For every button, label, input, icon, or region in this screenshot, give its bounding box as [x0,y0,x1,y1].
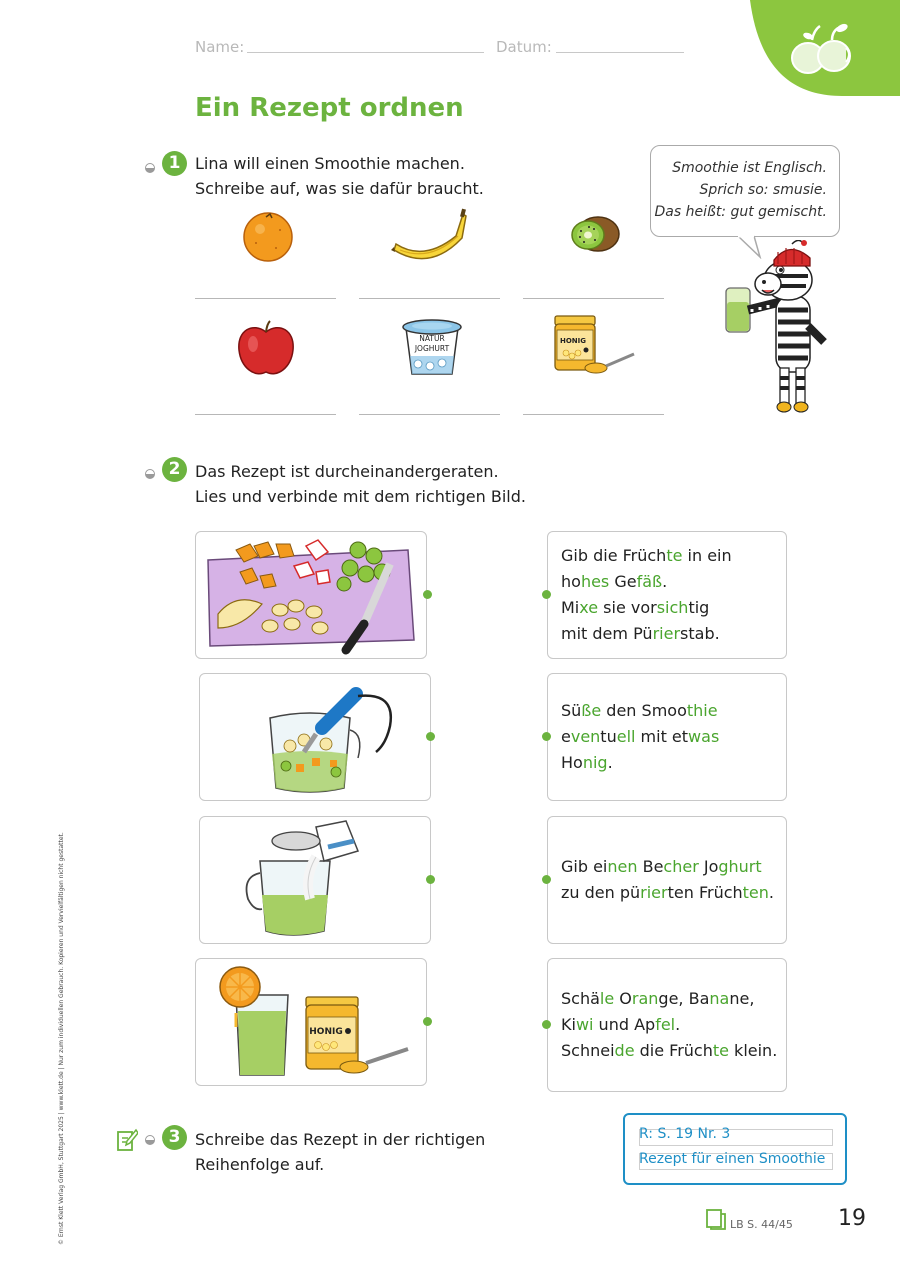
connector-dot[interactable] [423,590,432,599]
recipe-step-box [547,816,787,944]
picture-box-yogurt-pouring [199,816,431,944]
answer-line-orange[interactable] [195,298,336,299]
recipe-step-text [561,543,732,647]
speech-line-3: Das heißt: gut gemischt. [654,204,827,220]
highlighted-syllable: ell [616,727,636,746]
highlighted-syllable: ran [631,989,659,1008]
connector-dot[interactable] [426,732,435,741]
speech-line-2: Sprich so: smusie. [699,182,827,198]
connector-dot[interactable] [542,732,551,741]
glass-honey-picture [196,959,427,1086]
recipe-step-box [547,531,787,659]
reference-line-1: R: S. 19 Nr. 3 [639,1126,731,1142]
syllable: Ho [561,753,583,772]
syllable: ge, Ba [658,989,710,1008]
connector-dot[interactable] [542,590,551,599]
answer-line-honey[interactable] [523,414,664,415]
highlighted-syllable: rier [652,624,681,643]
answer-line-kiwi[interactable] [523,298,664,299]
highlighted-syllable: ghurt [718,857,762,876]
highlighted-syllable: xe [579,598,599,617]
honey-label-text: HONIG [559,337,587,345]
kiwi-picture [566,212,620,256]
syllable: Schä [561,989,600,1008]
recipe-step-line [561,569,732,595]
syllable: klein. [728,1041,778,1060]
recipe-step-line [561,986,777,1012]
highlighted-syllable: te [666,546,683,565]
syllable: Gib die Früch [561,546,667,565]
highlighted-syllable: wi [575,1015,594,1034]
syllable: . [675,1015,681,1034]
syllable: mit et [635,727,689,746]
blender-picture [200,674,431,801]
honey-jar-label: HONIG [309,1027,343,1037]
name-label: Name: [195,38,245,56]
task-number: 2 [162,457,187,482]
recipe-step-line [561,880,774,906]
highlighted-syllable: na [709,989,730,1008]
difficulty-icon [145,469,155,479]
syllable: Sü [561,701,582,720]
highlighted-syllable: was [688,727,720,746]
recipe-step-text [561,854,774,906]
zebra-mascot-picture [718,240,838,415]
recipe-step-line [561,543,732,569]
speech-bubble [650,145,840,237]
task1-line2: Schreibe auf, was sie dafür braucht. [195,179,484,198]
syllable: tu [600,727,617,746]
honey-picture [552,312,638,378]
highlighted-syllable: nig [582,753,608,772]
yogurt-pouring-picture [200,817,431,944]
syllable: . [768,883,775,902]
copyright-note: © Ernst Klett Verlag GmbH, Stuttgart 2025 | www.klett.de | Nur zum individuellen Gebrauch. Kopieren und Vervielfältigen nicht gestattet. [58,832,65,1245]
yogurt-lid-text: NATUR [419,334,445,343]
highlighted-syllable: rier [640,883,668,902]
difficulty-icon [145,1135,155,1145]
recipe-step-line [561,595,732,621]
syllable: zu den pü [561,883,641,902]
recipe-step-line [561,750,719,776]
corner-decoration [750,0,900,96]
task3-instruction [195,1127,485,1177]
highlighted-syllable: thie [686,701,718,720]
highlighted-syllable: te [712,1041,729,1060]
syllable: Schnei [561,1041,615,1060]
syllable: Ki [561,1015,576,1034]
syllable: Jo [698,857,719,876]
connector-dot[interactable] [423,1017,432,1026]
syllable: sie vor [598,598,657,617]
recipe-step-text [561,698,719,776]
book-reference-icon [705,1208,729,1230]
highlighted-syllable: le [599,989,615,1008]
highlighted-syllable: nen [607,857,638,876]
answer-line-apple[interactable] [195,414,336,415]
connector-dot[interactable] [426,875,435,884]
recipe-step-line [561,1012,777,1038]
apple-picture [235,318,297,378]
syllable: Gib ei [561,857,608,876]
task-number: 1 [162,151,187,176]
recipe-step-box [547,673,787,801]
picture-box-cutting-board [195,531,427,659]
syllable: in ein [682,546,732,565]
answer-line-banana[interactable] [359,298,500,299]
syllable: Mi [561,598,580,617]
task3-line1: Schreibe das Rezept in der richtigen [195,1130,486,1149]
highlighted-syllable: de [614,1041,635,1060]
highlighted-syllable: hes [580,572,610,591]
syllable: tig [688,598,710,617]
picture-box-glass-honey [195,958,427,1086]
highlighted-syllable: ven [570,727,601,746]
write-notebook-icon [116,1128,138,1152]
syllable: den Smoo [601,701,687,720]
yogurt-picture [400,316,464,378]
connector-dot[interactable] [542,1020,551,1029]
syllable: die Früch [634,1041,713,1060]
syllable: . [607,753,613,772]
speech-line-1: Smoothie ist Englisch. [672,160,827,176]
syllable: e [561,727,571,746]
syllable: stab. [680,624,720,643]
syllable: und Ap [593,1015,656,1034]
syllable: mit dem Pü [561,624,653,643]
highlighted-syllable: cher [663,857,699,876]
difficulty-icon [145,163,155,173]
recipe-step-box [547,958,787,1092]
orange-picture [240,208,296,264]
recipe-step-line [561,724,719,750]
syllable: . [662,572,668,591]
reference-line-2: Rezept für einen Smoothie [639,1151,826,1167]
date-field[interactable] [556,52,684,53]
name-field[interactable] [247,52,484,53]
task-number: 3 [162,1125,187,1150]
connector-dot[interactable] [542,875,551,884]
page-title: Ein Rezept ordnen [195,93,464,123]
highlighted-syllable: fäß [636,572,663,591]
task2-line2: Lies und verbinde mit dem richtigen Bild. [195,487,526,506]
cutting-board-picture [196,532,427,659]
highlighted-syllable: sich [656,598,689,617]
syllable: ho [561,572,581,591]
recipe-step-line [561,698,719,724]
syllable: Ge [609,572,637,591]
recipe-step-text [561,986,777,1064]
highlighted-syllable: fel [655,1015,676,1034]
syllable: Be [637,857,664,876]
task2-instruction [195,459,526,509]
recipe-step-line [561,1038,777,1064]
syllable: ten Früch [667,883,743,902]
highlighted-syllable: ße [581,701,602,720]
picture-box-blender [199,673,431,801]
task1-line1: Lina will einen Smoothie machen. [195,154,465,173]
syllable: O [614,989,632,1008]
lb-reference: LB S. 44/45 [730,1218,793,1231]
page-number: 19 [838,1206,866,1231]
highlighted-syllable: ten [742,883,769,902]
task1-instruction [195,151,484,201]
banana-picture [390,206,470,264]
answer-line-yogurt[interactable] [359,414,500,415]
recipe-step-line [561,621,732,647]
task3-line2: Reihenfolge auf. [195,1155,325,1174]
task2-line1: Das Rezept ist durcheinandergeraten. [195,462,499,481]
recipe-step-line [561,854,774,880]
syllable: ne, [729,989,755,1008]
yogurt-label-text: JOGHURT [414,344,450,353]
date-label: Datum: [496,38,552,56]
reference-box [623,1113,847,1185]
